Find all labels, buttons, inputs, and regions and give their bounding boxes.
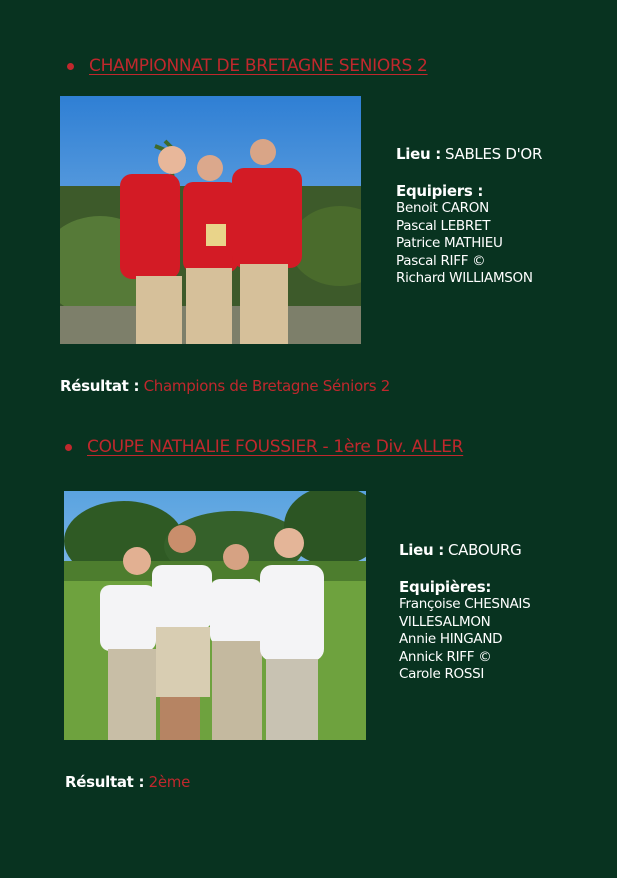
section-2-info [399,542,530,684]
team-photo-women [64,491,366,740]
place-label: Lieu : [396,145,441,163]
place-label: Lieu : [399,541,444,559]
place-value: CABOURG [447,541,522,559]
member-item: Benoit CARON [396,200,489,216]
bullet-icon [65,444,72,451]
member-item: Richard WILLIAMSON [396,270,533,286]
place-value: SABLES D'OR [444,145,543,163]
member-item: Pascal RIFF © [396,252,486,269]
section-1-info [396,146,542,288]
result-value: Champions de Bretagne Séniors 2 [143,377,390,395]
team-label: Equipières: [399,577,492,596]
member-item: Patrice MATHIEU [396,235,503,251]
section-2-result [65,773,190,791]
section-2-heading [65,437,463,457]
member-item: Annick RIFF © [399,648,492,665]
team-label: Equipiers : [396,181,484,200]
result-label: Résultat : [60,377,140,395]
member-item: VILLESALMON [399,613,491,630]
bullet-icon [67,63,74,70]
result-label: Résultat : [65,773,145,791]
section-1-heading [67,56,428,76]
member-item: Annie HINGAND [399,631,503,647]
section-1-title-link[interactable]: CHAMPIONNAT DE BRETAGNE SENIORS 2 [89,56,428,76]
member-item: Pascal LEBRET [396,217,491,234]
section-1-result [60,377,390,395]
member-item: Françoise CHESNAIS [399,596,531,612]
member-item: Carole ROSSI [399,666,485,682]
team-photo-men [60,96,361,344]
result-value: 2ème [148,773,191,791]
section-2-title-link[interactable]: COUPE NATHALIE FOUSSIER - 1ère Div. ALLER [87,437,464,457]
